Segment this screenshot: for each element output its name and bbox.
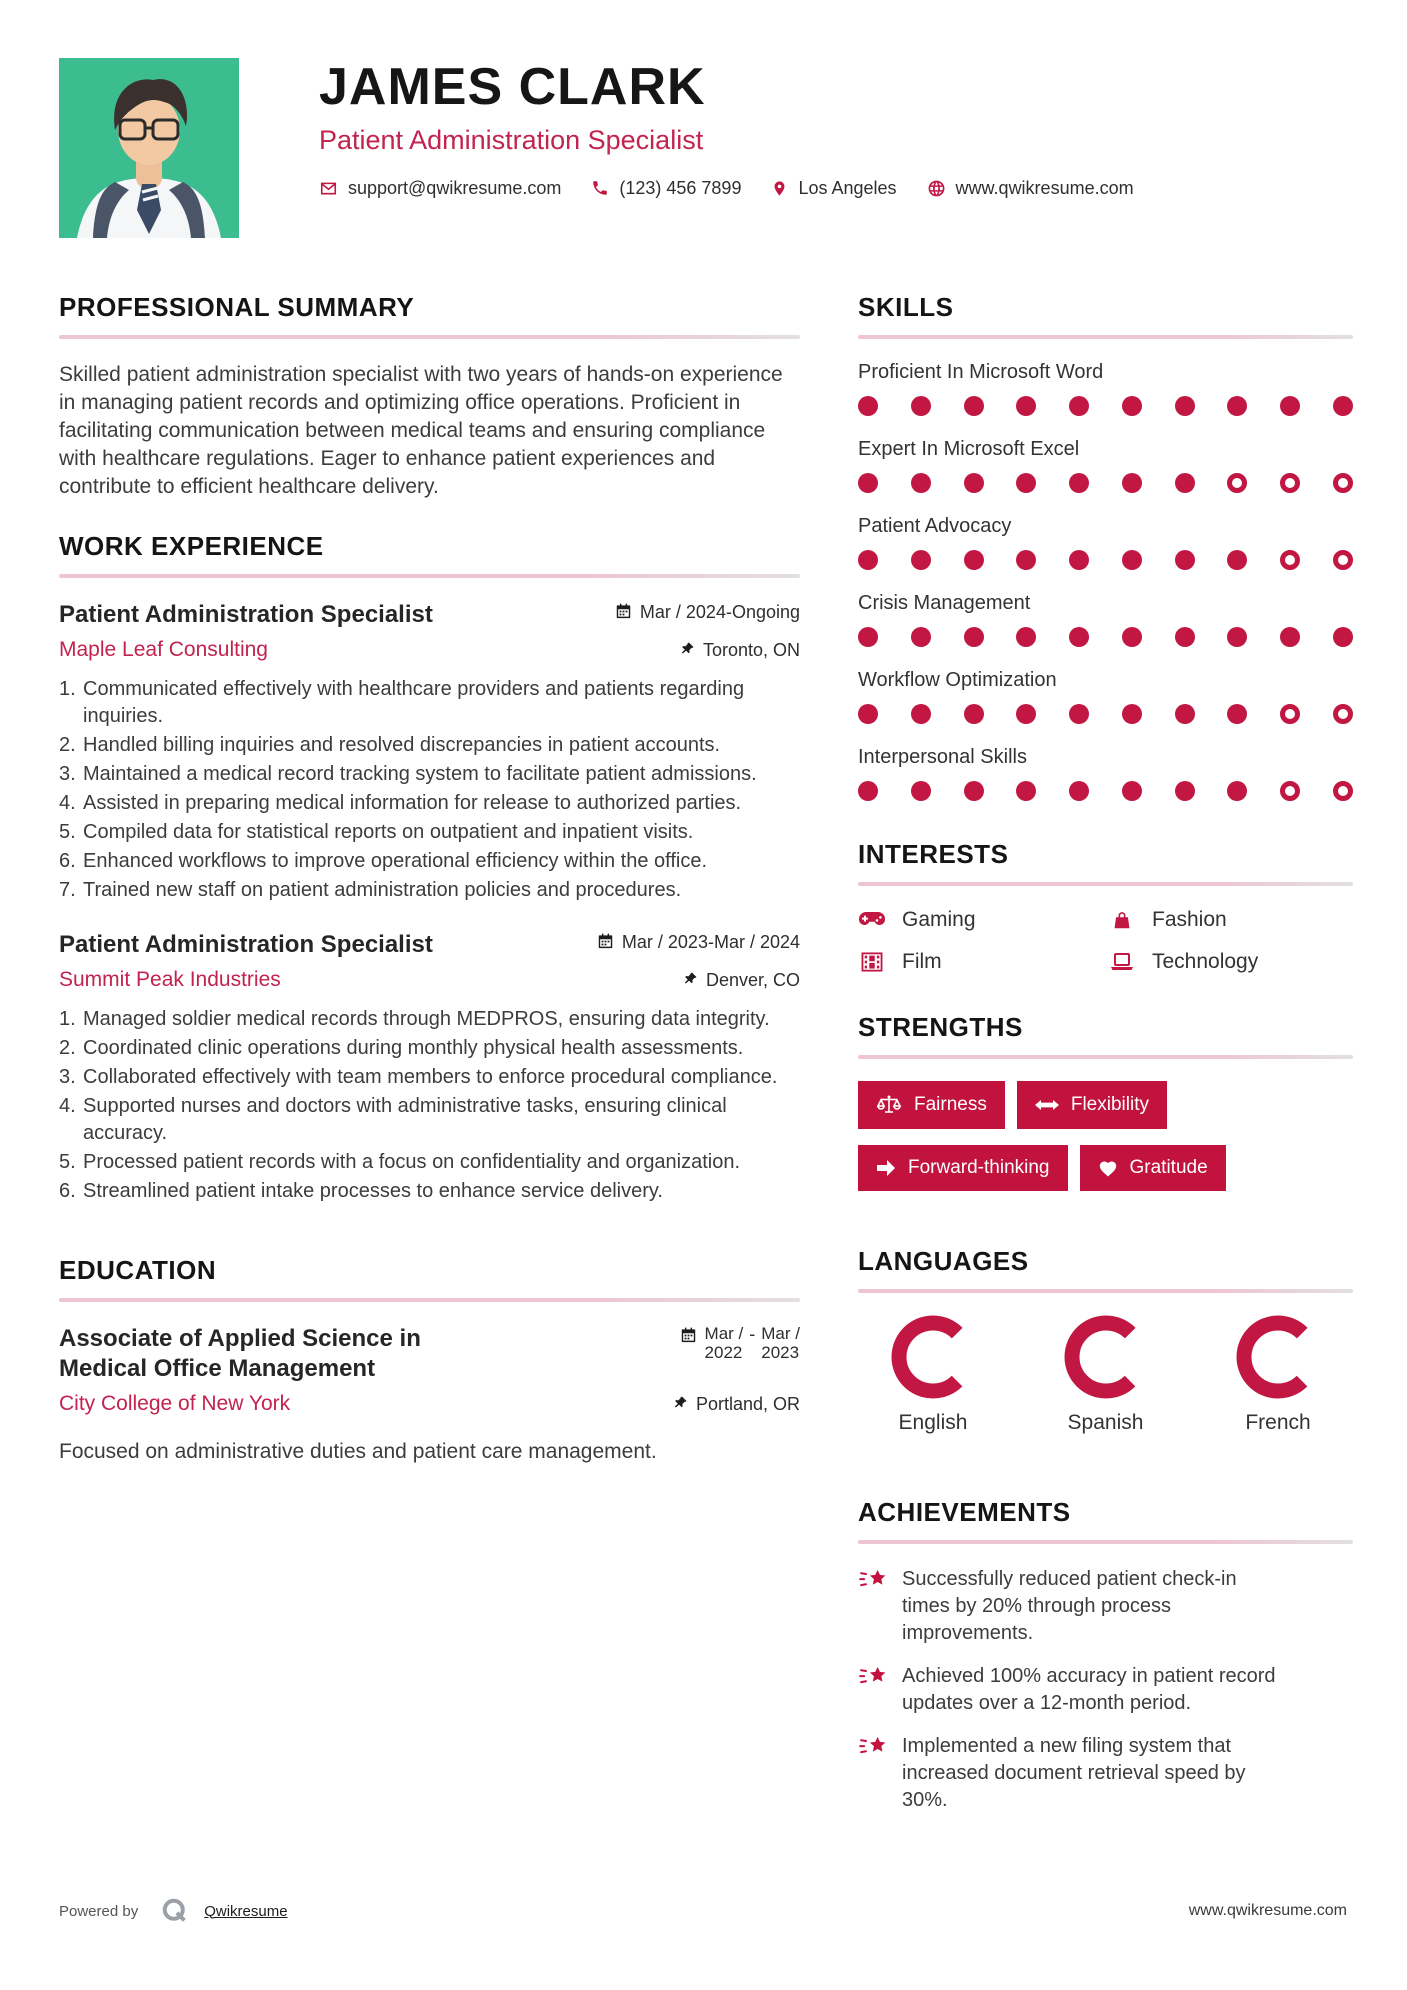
job-title: Patient Administration Specialist <box>59 601 433 628</box>
bag-icon <box>1108 909 1136 931</box>
shooting-star-icon <box>858 1665 888 1717</box>
section-heading: STRENGTHS <box>858 1012 1023 1042</box>
achievement-text: Implemented a new filing system that increased document retrieval speed by 30%. <box>902 1735 1246 1811</box>
rating-dot <box>1227 396 1247 416</box>
interest-label: Technology <box>1152 950 1259 973</box>
section-heading: INTERESTS <box>858 839 1009 869</box>
rating-dot <box>1227 704 1247 724</box>
rating-dot <box>1175 473 1195 493</box>
date-separator: - <box>749 1324 756 1344</box>
contact-item <box>771 178 896 199</box>
strength-badge <box>858 1145 1068 1191</box>
rating-dot <box>911 396 931 416</box>
rating-dot <box>1333 781 1353 801</box>
section-professional-summary <box>59 292 800 501</box>
job-entry <box>59 600 800 904</box>
job-bullet: 4. Assisted in preparing medical information for release to authorized parties. <box>59 792 742 814</box>
language-item <box>1203 1315 1353 1435</box>
rating-dot <box>1280 781 1300 801</box>
language-item <box>1031 1315 1181 1435</box>
achievement-item <box>858 1566 1353 1647</box>
strength-label: Forward-thinking <box>908 1157 1050 1178</box>
skill-name: Patient Advocacy <box>858 515 1012 537</box>
interest-item <box>858 908 1108 932</box>
achievement-item <box>858 1733 1353 1814</box>
section-rule <box>858 882 1353 886</box>
strength-label: Gratitude <box>1129 1157 1208 1178</box>
rating-dot <box>911 550 931 570</box>
skill-rating <box>858 704 1353 724</box>
footer <box>59 1896 1347 1926</box>
education-note: Focused on administrative duties and patient care management. <box>59 1440 657 1463</box>
education-entry <box>59 1324 800 1466</box>
arrows-icon <box>1035 1097 1059 1113</box>
laptop-icon <box>1108 952 1136 972</box>
rating-dot <box>1333 627 1353 647</box>
skill-rating <box>858 781 1353 801</box>
achievement-text: Achieved 100% accuracy in patient record updates over a 12-month period. <box>902 1665 1276 1714</box>
job-location: Toronto, ON <box>680 638 800 662</box>
profile-photo <box>59 58 239 238</box>
rating-dot <box>964 627 984 647</box>
contact-text: (123) 456 7899 <box>619 177 742 198</box>
rating-dot <box>1280 627 1300 647</box>
globe-icon <box>927 179 946 198</box>
company-name: Summit Peak Industries <box>59 968 281 991</box>
date-part: Mar / <box>704 1324 744 1343</box>
language-name: Spanish <box>1067 1411 1144 1434</box>
job-bullet: 4. Supported nurses and doctors with administrative tasks, ensuring clinical accuracy. <box>59 1095 727 1144</box>
mail-icon <box>319 179 338 198</box>
section-rule <box>59 1298 800 1302</box>
section-rule <box>858 335 1353 339</box>
phone-icon <box>591 179 609 197</box>
pin-icon <box>771 179 788 198</box>
rating-dot <box>911 781 931 801</box>
section-rule <box>858 1055 1353 1059</box>
school-name: City College of New York <box>59 1392 291 1415</box>
section-languages <box>858 1246 1353 1435</box>
interest-item <box>1108 950 1353 974</box>
contact-text: www.qwikresume.com <box>955 177 1134 198</box>
skill-item <box>858 592 1353 647</box>
rating-dot <box>1227 627 1247 647</box>
date-part: Mar / <box>761 1324 800 1343</box>
rating-dot <box>1016 550 1036 570</box>
job-bullet: 6. Streamlined patient intake processes to enhance service delivery. <box>59 1180 663 1202</box>
rating-dot <box>911 627 931 647</box>
skill-rating <box>858 473 1353 493</box>
rating-dot <box>964 550 984 570</box>
rating-dot <box>964 473 984 493</box>
job-bullet: 5. Processed patient records with a focus on confidentiality and organization. <box>59 1151 741 1173</box>
strength-badge <box>1080 1145 1226 1191</box>
achievement-item <box>858 1663 1353 1717</box>
strength-label: Fairness <box>914 1094 987 1115</box>
section-heading: LANGUAGES <box>858 1246 1029 1276</box>
section-achievements <box>858 1497 1353 1814</box>
section-interests <box>858 839 1353 974</box>
date-part: 2022 <box>704 1343 743 1362</box>
powered-by-label: Powered by <box>59 1902 139 1920</box>
rating-dot <box>1069 781 1089 801</box>
section-work-experience <box>59 531 800 1205</box>
rating-dot <box>1227 781 1247 801</box>
interest-label: Film <box>902 950 942 973</box>
rating-dot <box>1227 473 1247 493</box>
section-heading: WORK EXPERIENCE <box>59 531 324 561</box>
rating-dot <box>1333 396 1353 416</box>
film-icon <box>858 952 886 972</box>
pushpin-icon <box>683 970 698 987</box>
rating-dot <box>1280 396 1300 416</box>
rating-dot <box>1016 704 1036 724</box>
job-bullet: 2. Handled billing inquiries and resolved discrepancies in patient accounts. <box>59 734 721 756</box>
contact-text: Los Angeles <box>798 177 897 198</box>
rating-dot <box>1122 704 1142 724</box>
rating-dot <box>858 627 878 647</box>
rating-dot <box>1122 473 1142 493</box>
job-dates: Mar / 2024-Ongoing <box>615 600 800 624</box>
rating-dot <box>1333 550 1353 570</box>
contact-item[interactable] <box>927 178 1134 199</box>
skill-name: Crisis Management <box>858 592 1031 614</box>
section-heading: PROFESSIONAL SUMMARY <box>59 292 415 322</box>
rating-dot <box>1122 781 1142 801</box>
language-donut <box>1236 1315 1320 1399</box>
language-name: English <box>898 1411 968 1434</box>
degree-title: Associate of Applied Science in Medical Office Management <box>59 1325 421 1382</box>
rating-dot <box>1069 627 1089 647</box>
profile-photo-illustration <box>59 58 239 238</box>
gamepad-icon <box>858 910 886 930</box>
calendar-icon <box>680 1326 697 1344</box>
section-rule <box>858 1289 1353 1293</box>
rating-dot <box>1122 627 1142 647</box>
rating-dot <box>858 473 878 493</box>
rating-dot <box>1122 396 1142 416</box>
rating-dot <box>1227 550 1247 570</box>
person-role: Patient Administration Specialist <box>319 124 704 155</box>
rating-dot <box>1122 550 1142 570</box>
rating-dot <box>1175 781 1195 801</box>
job-entry <box>59 930 800 1205</box>
footer-website: www.qwikresume.com <box>1188 1902 1347 1919</box>
rating-dot <box>1016 781 1036 801</box>
language-donut <box>891 1315 975 1399</box>
rating-dot <box>1016 627 1036 647</box>
job-dates: Mar / 2023-Mar / 2024 <box>597 930 800 954</box>
interest-item <box>1108 908 1353 932</box>
education-location: Portland, OR <box>673 1392 800 1416</box>
skill-item <box>858 746 1353 801</box>
rating-dot <box>1175 704 1195 724</box>
contact-item <box>591 178 741 199</box>
qwikresume-logo-icon <box>160 1896 190 1926</box>
skill-name: Workflow Optimization <box>858 669 1057 691</box>
skill-item <box>858 515 1353 570</box>
qwikresume-link[interactable]: Qwikresume <box>204 1902 288 1920</box>
contact-item[interactable] <box>319 178 561 199</box>
rating-dot <box>858 550 878 570</box>
rating-dot <box>1069 473 1089 493</box>
skill-item <box>858 669 1353 724</box>
job-bullet: 3. Maintained a medical record tracking system to facilitate patient admissions. <box>59 763 757 785</box>
rating-dot <box>1280 704 1300 724</box>
interest-label: Fashion <box>1152 908 1227 931</box>
achievement-text: Successfully reduced patient check-in times by 20% through process improvements. <box>902 1568 1237 1644</box>
section-strengths <box>858 1012 1353 1191</box>
section-heading: EDUCATION <box>59 1255 217 1285</box>
rating-dot <box>1175 396 1195 416</box>
shooting-star-icon <box>858 1735 888 1814</box>
person-name: JAMES CLARK <box>319 58 706 116</box>
skill-item <box>858 438 1353 493</box>
rating-dot <box>1069 396 1089 416</box>
rating-dot <box>858 704 878 724</box>
rating-dot <box>1016 396 1036 416</box>
job-bullet: 2. Coordinated clinic operations during monthly physical health assessments. <box>59 1037 744 1059</box>
calendar-icon <box>615 602 632 620</box>
rating-dot <box>1175 550 1195 570</box>
section-education <box>59 1255 800 1466</box>
pushpin-icon <box>673 1394 688 1411</box>
header <box>59 58 1358 238</box>
job-bullets <box>59 676 800 904</box>
contact-text: support@qwikresume.com <box>348 177 562 198</box>
rating-dot <box>1016 473 1036 493</box>
shooting-star-icon <box>858 1568 888 1647</box>
language-item <box>858 1315 1008 1435</box>
education-dates <box>680 1324 800 1362</box>
rating-dot <box>1175 627 1195 647</box>
skill-item <box>858 361 1353 416</box>
rating-dot <box>964 704 984 724</box>
section-rule <box>59 335 800 339</box>
skill-rating <box>858 627 1353 647</box>
scales-icon <box>876 1093 902 1117</box>
skill-name: Proficient In Microsoft Word <box>858 361 1104 383</box>
job-bullets <box>59 1006 800 1205</box>
strength-label: Flexibility <box>1070 1094 1149 1115</box>
job-bullet: 1. Managed soldier medical records through MEDPROS, ensuring data integrity. <box>59 1008 770 1030</box>
job-bullet: 1. Communicated effectively with healthcare providers and patients regarding inquiries. <box>59 678 745 727</box>
section-heading: ACHIEVEMENTS <box>858 1497 1071 1527</box>
contact-row <box>319 178 1164 199</box>
pushpin-icon <box>680 640 695 657</box>
rating-dot <box>964 396 984 416</box>
rating-dot <box>1280 550 1300 570</box>
language-name: French <box>1245 1411 1311 1434</box>
rating-dot <box>858 781 878 801</box>
job-location: Denver, CO <box>683 968 800 992</box>
rating-dot <box>1280 473 1300 493</box>
job-bullet: 3. Collaborated effectively with team members to enforce procedural compliance. <box>59 1066 778 1088</box>
rating-dot <box>1333 704 1353 724</box>
rating-dot <box>1069 704 1089 724</box>
skill-rating <box>858 396 1353 416</box>
date-part: 2023 <box>761 1343 800 1362</box>
rating-dot <box>1069 550 1089 570</box>
rating-dot <box>911 704 931 724</box>
strength-badge <box>1017 1081 1167 1129</box>
heart-icon <box>1098 1159 1118 1177</box>
skill-rating <box>858 550 1353 570</box>
section-skills <box>858 292 1353 801</box>
section-heading: SKILLS <box>858 292 954 322</box>
skill-name: Interpersonal Skills <box>858 746 1027 768</box>
interest-item <box>858 950 1108 974</box>
job-title: Patient Administration Specialist <box>59 931 433 958</box>
rating-dot <box>858 396 878 416</box>
rating-dot <box>964 781 984 801</box>
rating-dot <box>911 473 931 493</box>
job-bullet: 5. Compiled data for statistical reports on outpatient and inpatient visits. <box>59 821 694 843</box>
company-name: Maple Leaf Consulting <box>59 638 268 661</box>
strength-badge <box>858 1081 1005 1129</box>
language-donut <box>1064 1315 1148 1399</box>
interest-label: Gaming <box>902 908 976 931</box>
summary-text: Skilled patient administration specialist with two years of hands-on experience in managing patient records and optimizing office operations. Proficient in facilitating communication between medical teams and ensuring compliance with healthcare regulations. Eager to enhance patient experiences and contribute to efficient healthcare delivery. <box>59 363 783 498</box>
job-bullet: 6. Enhanced workflows to improve operational efficiency within the office. <box>59 850 708 872</box>
section-rule <box>858 1540 1353 1544</box>
arrow-right-icon <box>876 1159 896 1177</box>
skill-name: Expert In Microsoft Excel <box>858 438 1080 460</box>
job-bullet: 7. Trained new staff on patient administration policies and procedures. <box>59 879 682 901</box>
section-rule <box>59 574 800 578</box>
calendar-icon <box>597 932 614 950</box>
rating-dot <box>1333 473 1353 493</box>
